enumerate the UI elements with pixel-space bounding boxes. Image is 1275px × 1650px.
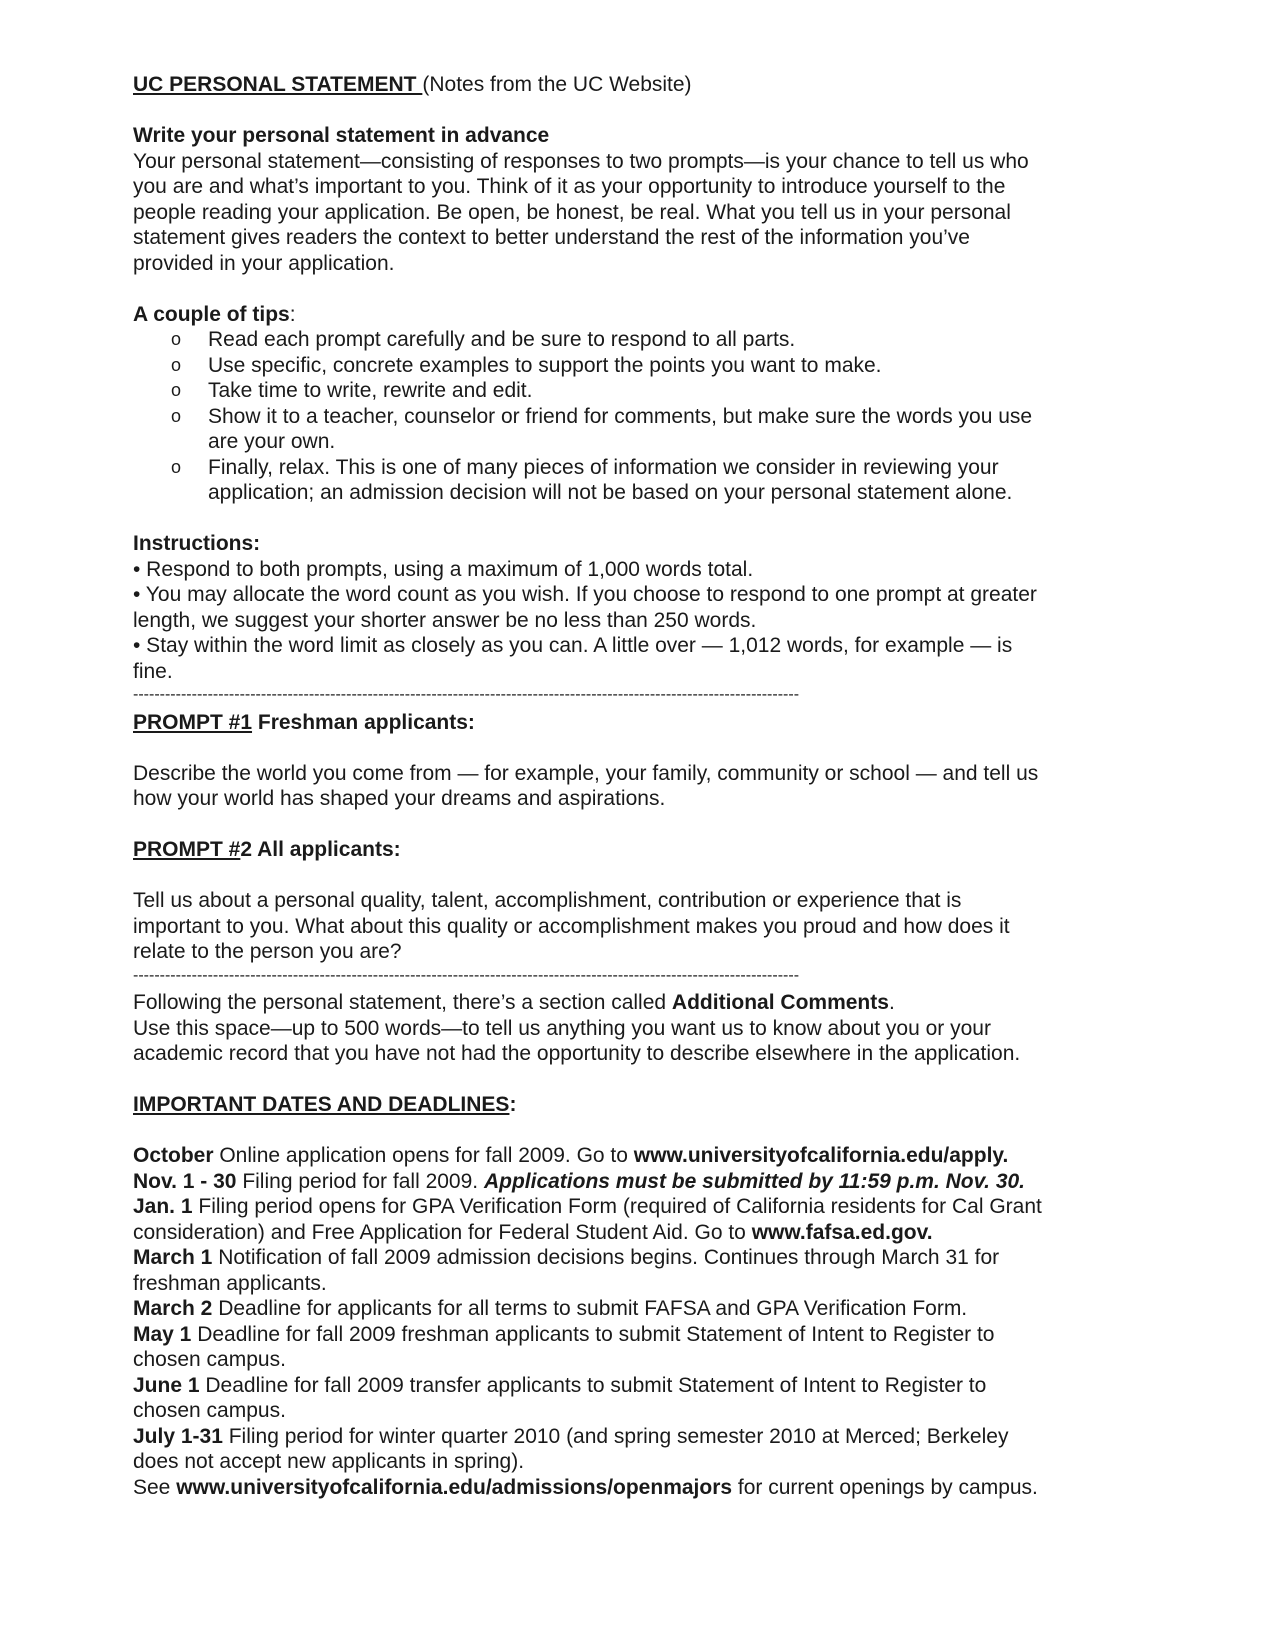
date-march2: March 2 Deadline for applicants for all terms to submit FAFSA and GPA Verification Form. <box>133 1297 968 1320</box>
instruction-line: length, we suggest your shorter answer be no less than 250 words. <box>133 608 757 632</box>
instruction-line: • Stay within the word limit as closely as you can. A little over — 1,012 words, for example — is <box>133 634 1013 657</box>
circle-bullet-icon: o <box>171 456 182 477</box>
date-november: Nov. 1 - 30 Filing period for fall 2009. Applications must be submitted by 11:59 p.m. Nov. 30. <box>133 1169 1026 1193</box>
fafsa-link[interactable]: www.fafsa.ed.gov. <box>751 1220 933 1244</box>
tip-item: o Finally, relax. This is one of many pieces of information we consider in reviewing your application; an admission decision will not be based on your personal statement alone. <box>171 455 1013 504</box>
document-page <box>133 72 1133 1500</box>
tip-item: o Use specific, concrete examples to support the points you want to make. <box>171 353 882 377</box>
intro-line: Your personal statement—consisting of responses to two prompts—is your chance to tell us who <box>133 149 1029 173</box>
date-march1: March 1 Notification of fall 2009 admission decisions begins. Continues through March 31 for <box>133 1246 1000 1269</box>
instruction-line: fine. <box>133 659 173 683</box>
document-title <box>133 72 1133 98</box>
prompt2-line: relate to the person you are? <box>133 940 402 963</box>
tips-list <box>133 327 1133 506</box>
intro-line: provided in your application. <box>133 251 395 275</box>
date-june1-cont: chosen campus. <box>133 1399 286 1422</box>
tip-item: o Show it to a teacher, counselor or friend for comments, but make sure the words you use are your own. <box>171 404 1033 453</box>
additional-line: Use this space—up to 500 words—to tell us anything you want us to know about you or your <box>133 1016 991 1040</box>
intro-line: statement gives readers the context to better understand the rest of the information you’ve <box>133 226 970 249</box>
date-july: July 1-31 Filing period for winter quarter 2010 (and spring semester 2010 at Merced; Berkeley <box>133 1424 1009 1448</box>
date-june1: June 1 Deadline for fall 2009 transfer applicants to submit Statement of Intent to Register to <box>133 1373 987 1397</box>
date-january: Jan. 1 Filing period opens for GPA Verification Form (required of California residents for Cal Grant <box>133 1195 1042 1218</box>
tip-item: o Read each prompt carefully and be sure to respond to all parts. <box>171 328 796 351</box>
additional-line: academic record that you have not had the opportunity to describe elsewhere in the application. <box>133 1042 1021 1065</box>
see-openmajors: See www.universityofcalifornia.edu/admissions/openmajors for current openings by campus. <box>133 1475 1038 1499</box>
date-july-cont: does not accept new applicants in spring). <box>133 1450 525 1473</box>
circle-bullet-icon: o <box>171 380 182 400</box>
intro-line: people reading your application. Be open, be honest, be real. What you tell us in your personal <box>133 200 1011 224</box>
date-may1: May 1 Deadline for fall 2009 freshman applicants to submit Statement of Intent to Register to <box>133 1322 995 1346</box>
prompt1-line: how your world has shaped your dreams and aspirations. <box>133 787 666 810</box>
intro-line: you are and what’s important to you. Think of it as your opportunity to introduce yourself to the <box>133 175 1006 198</box>
apply-link[interactable]: www.universityofcalifornia.edu/apply. <box>633 1144 1009 1167</box>
circle-bullet-icon: o <box>171 405 182 426</box>
prompt1-heading: PROMPT #1 Freshman applicants: <box>133 710 475 734</box>
circle-bullet-icon: o <box>171 329 182 349</box>
title-text: UC PERSONAL STATEMENT <box>133 73 423 96</box>
date-may1-cont: chosen campus. <box>133 1348 286 1371</box>
tip-item: o Take time to write, rewrite and edit. <box>171 379 533 402</box>
circle-bullet-icon: o <box>171 354 182 375</box>
tips-heading: A couple of tips: <box>133 302 296 326</box>
dashed-divider: ----------------------------------------------------------------------------------------------------------------------------- <box>133 686 800 703</box>
prompt1-line: Describe the world you come from — for example, your family, community or school — and tell us <box>133 761 1039 785</box>
dashed-divider: ----------------------------------------------------------------------------------------------------------------------------- <box>133 966 800 984</box>
intro-heading: Write your personal statement in advance <box>133 124 550 147</box>
openmajors-link[interactable]: www.universityofcalifornia.edu/admissions/openmajors <box>176 1475 733 1499</box>
date-january-cont: consideration) and Free Application for Federal Student Aid. Go to www.fafsa.ed.gov. <box>133 1220 933 1244</box>
dates-heading: IMPORTANT DATES AND DEADLINES: <box>133 1093 517 1116</box>
instruction-line: • Respond to both prompts, using a maximum of 1,000 words total. <box>133 557 754 581</box>
date-october: October Online application opens for fall 2009. Go to www.universityofcalifornia.edu/apply. <box>133 1144 1009 1167</box>
date-march1-cont: freshman applicants. <box>133 1271 327 1295</box>
instruction-line: • You may allocate the word count as you wish. If you choose to respond to one prompt at greater <box>133 583 1037 606</box>
instructions-heading: Instructions: <box>133 532 261 555</box>
title-subtitle: (Notes from the UC Website) <box>422 73 692 96</box>
prompt2-heading: PROMPT #2 All applicants: <box>133 838 401 861</box>
additional-line: Following the personal statement, there’s a section called Additional Comments. <box>133 991 895 1014</box>
prompt2-line: Tell us about a personal quality, talent, accomplishment, contribution or experience that is <box>133 889 962 912</box>
prompt2-line: important to you. What about this quality or accomplishment makes you proud and how does it <box>133 914 1010 938</box>
